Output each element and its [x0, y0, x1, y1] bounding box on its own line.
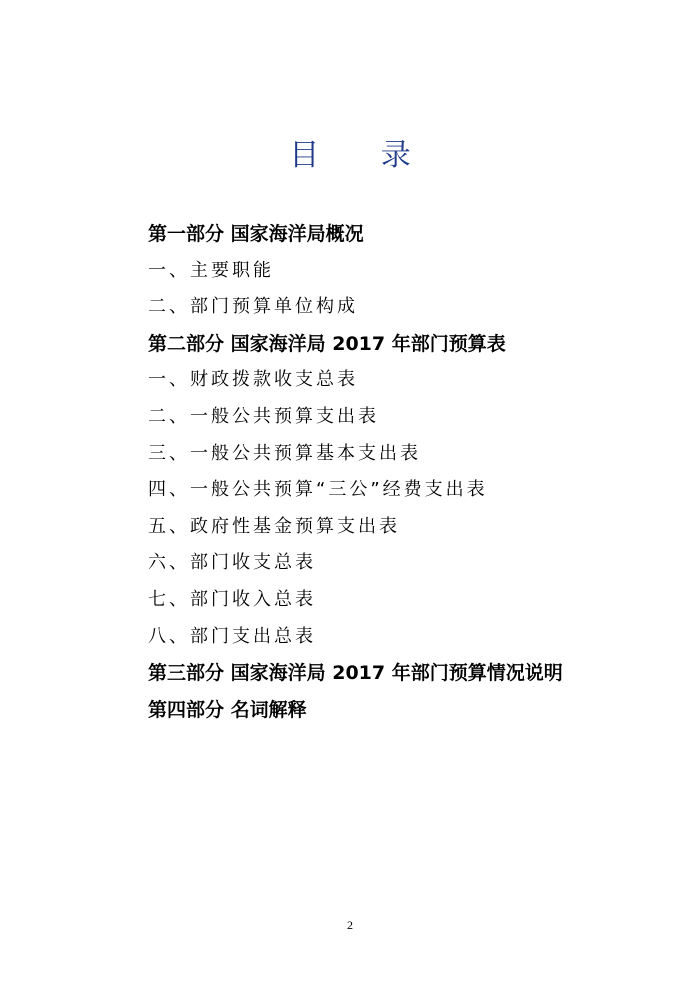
- toc-section-three-public-table: 四、一般公共预算“三公”经费支出表: [148, 479, 488, 501]
- toc-section-fiscal-allocation-table: 一、财政拨款收支总表: [148, 369, 358, 391]
- toc-section-government-fund-table: 五、政府性基金预算支出表: [148, 515, 400, 537]
- page-title: 目 录: [289, 138, 437, 173]
- toc-section-dept-income-table: 七、部门收入总表: [148, 588, 316, 610]
- toc-section-basic-expenditure-table: 三、一般公共预算基本支出表: [148, 442, 421, 464]
- toc-section-budget-units: 二、部门预算单位构成: [148, 296, 358, 318]
- toc-section-dept-expense-table: 八、部门支出总表: [148, 625, 316, 647]
- toc-part-3: 第三部分 国家海洋局 2017 年部门预算情况说明: [148, 662, 563, 685]
- page-number: 2: [347, 918, 353, 932]
- toc-part-1: 第一部分 国家海洋局概况: [148, 223, 364, 245]
- toc-part-4: 第四部分 名词解释: [148, 698, 307, 721]
- toc-section-dept-income-expense-table: 六、部门收支总表: [148, 552, 316, 574]
- toc-section-general-expenditure-table: 二、一般公共预算支出表: [148, 405, 379, 427]
- toc-section-main-functions: 一、主要职能: [148, 259, 274, 281]
- table-of-contents: [148, 216, 688, 728]
- toc-part-2: 第二部分 国家海洋局 2017 年部门预算表: [148, 332, 506, 355]
